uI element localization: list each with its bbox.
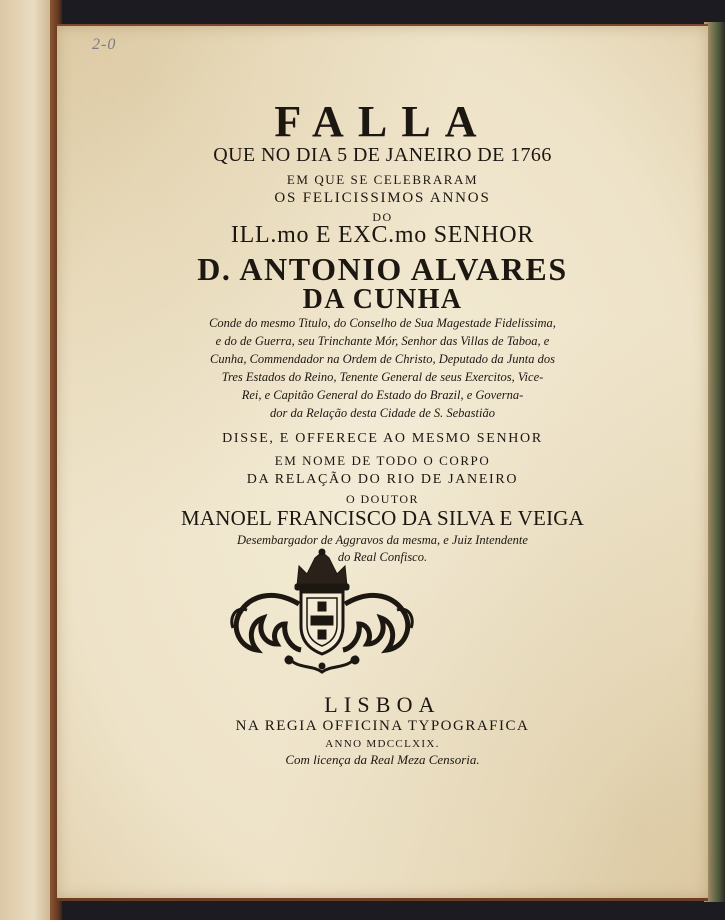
offer-line-4: O DOUTOR [346, 492, 419, 506]
title-name-line2: DA CUNHA [302, 284, 463, 315]
dedication-line-2: e do de Guerra, seu Trinchante Mór, Senhor das Villas de Taboa, e [215, 334, 550, 348]
title-line-annos: OS FELICISSIMOS ANNOS [274, 190, 491, 206]
imprint-licence: Com licença da Real Meza Censoria. [285, 752, 480, 767]
dedication-line-5: Rei, e Capitão General do Estado do Brazil, e Governa- [241, 388, 524, 402]
author-name: MANOEL FRANCISCO DA SILVA E VEIGA [180, 506, 585, 530]
imprint-city: LISBOA [324, 692, 441, 717]
imprint-printer: NA REGIA OFFICINA TYPOGRAFICA [235, 718, 530, 734]
title-main: FALLA [274, 97, 491, 146]
coat-of-arms-ornament [227, 548, 417, 678]
handwritten-shelfmark: 2-0 [92, 36, 117, 53]
offer-line-3: DA RELAÇÃO DO RIO DE JANEIRO [246, 472, 519, 487]
author-role-2: do Real Confisco. [337, 550, 428, 564]
dedication-line-4: Tres Estados do Reino, Tenente General de seus Exercitos, Vice- [221, 370, 544, 384]
author-role-1: Desembargador de Aggravos da mesma, e Juiz Intendente [237, 533, 528, 547]
offer-line-1: DISSE, E OFFERECE AO MESMO SENHOR [222, 431, 543, 446]
title-name-line1: D. ANTONIO ALVARES [197, 251, 568, 287]
imprint-year: ANNO MDCCLXIX. [325, 738, 440, 750]
dedication-line-6: dor da Relação desta Cidade de S. Sebastião [270, 406, 495, 420]
title-line-date: QUE NO DIA 5 DE JANEIRO DE 1766 [213, 144, 552, 166]
title-page [57, 24, 708, 901]
title-line-celebraram: EM QUE SE CELEBRARAM [286, 172, 479, 187]
offer-line-2: EM NOME DE TODO O CORPO [274, 453, 491, 468]
title-line-senhor: ILL.mo E EXC.mo SENHOR [230, 222, 535, 248]
title-line-do: DO [372, 210, 393, 224]
facing-page-edge [0, 0, 56, 920]
dedication-line-3: Cunha, Commendador na Ordem de Christo, Deputado da Junta dos [209, 352, 555, 366]
dedication-line-1: Conde do mesmo Titulo, do Conselho de Sua Magestade Fidelissima, [209, 316, 556, 330]
